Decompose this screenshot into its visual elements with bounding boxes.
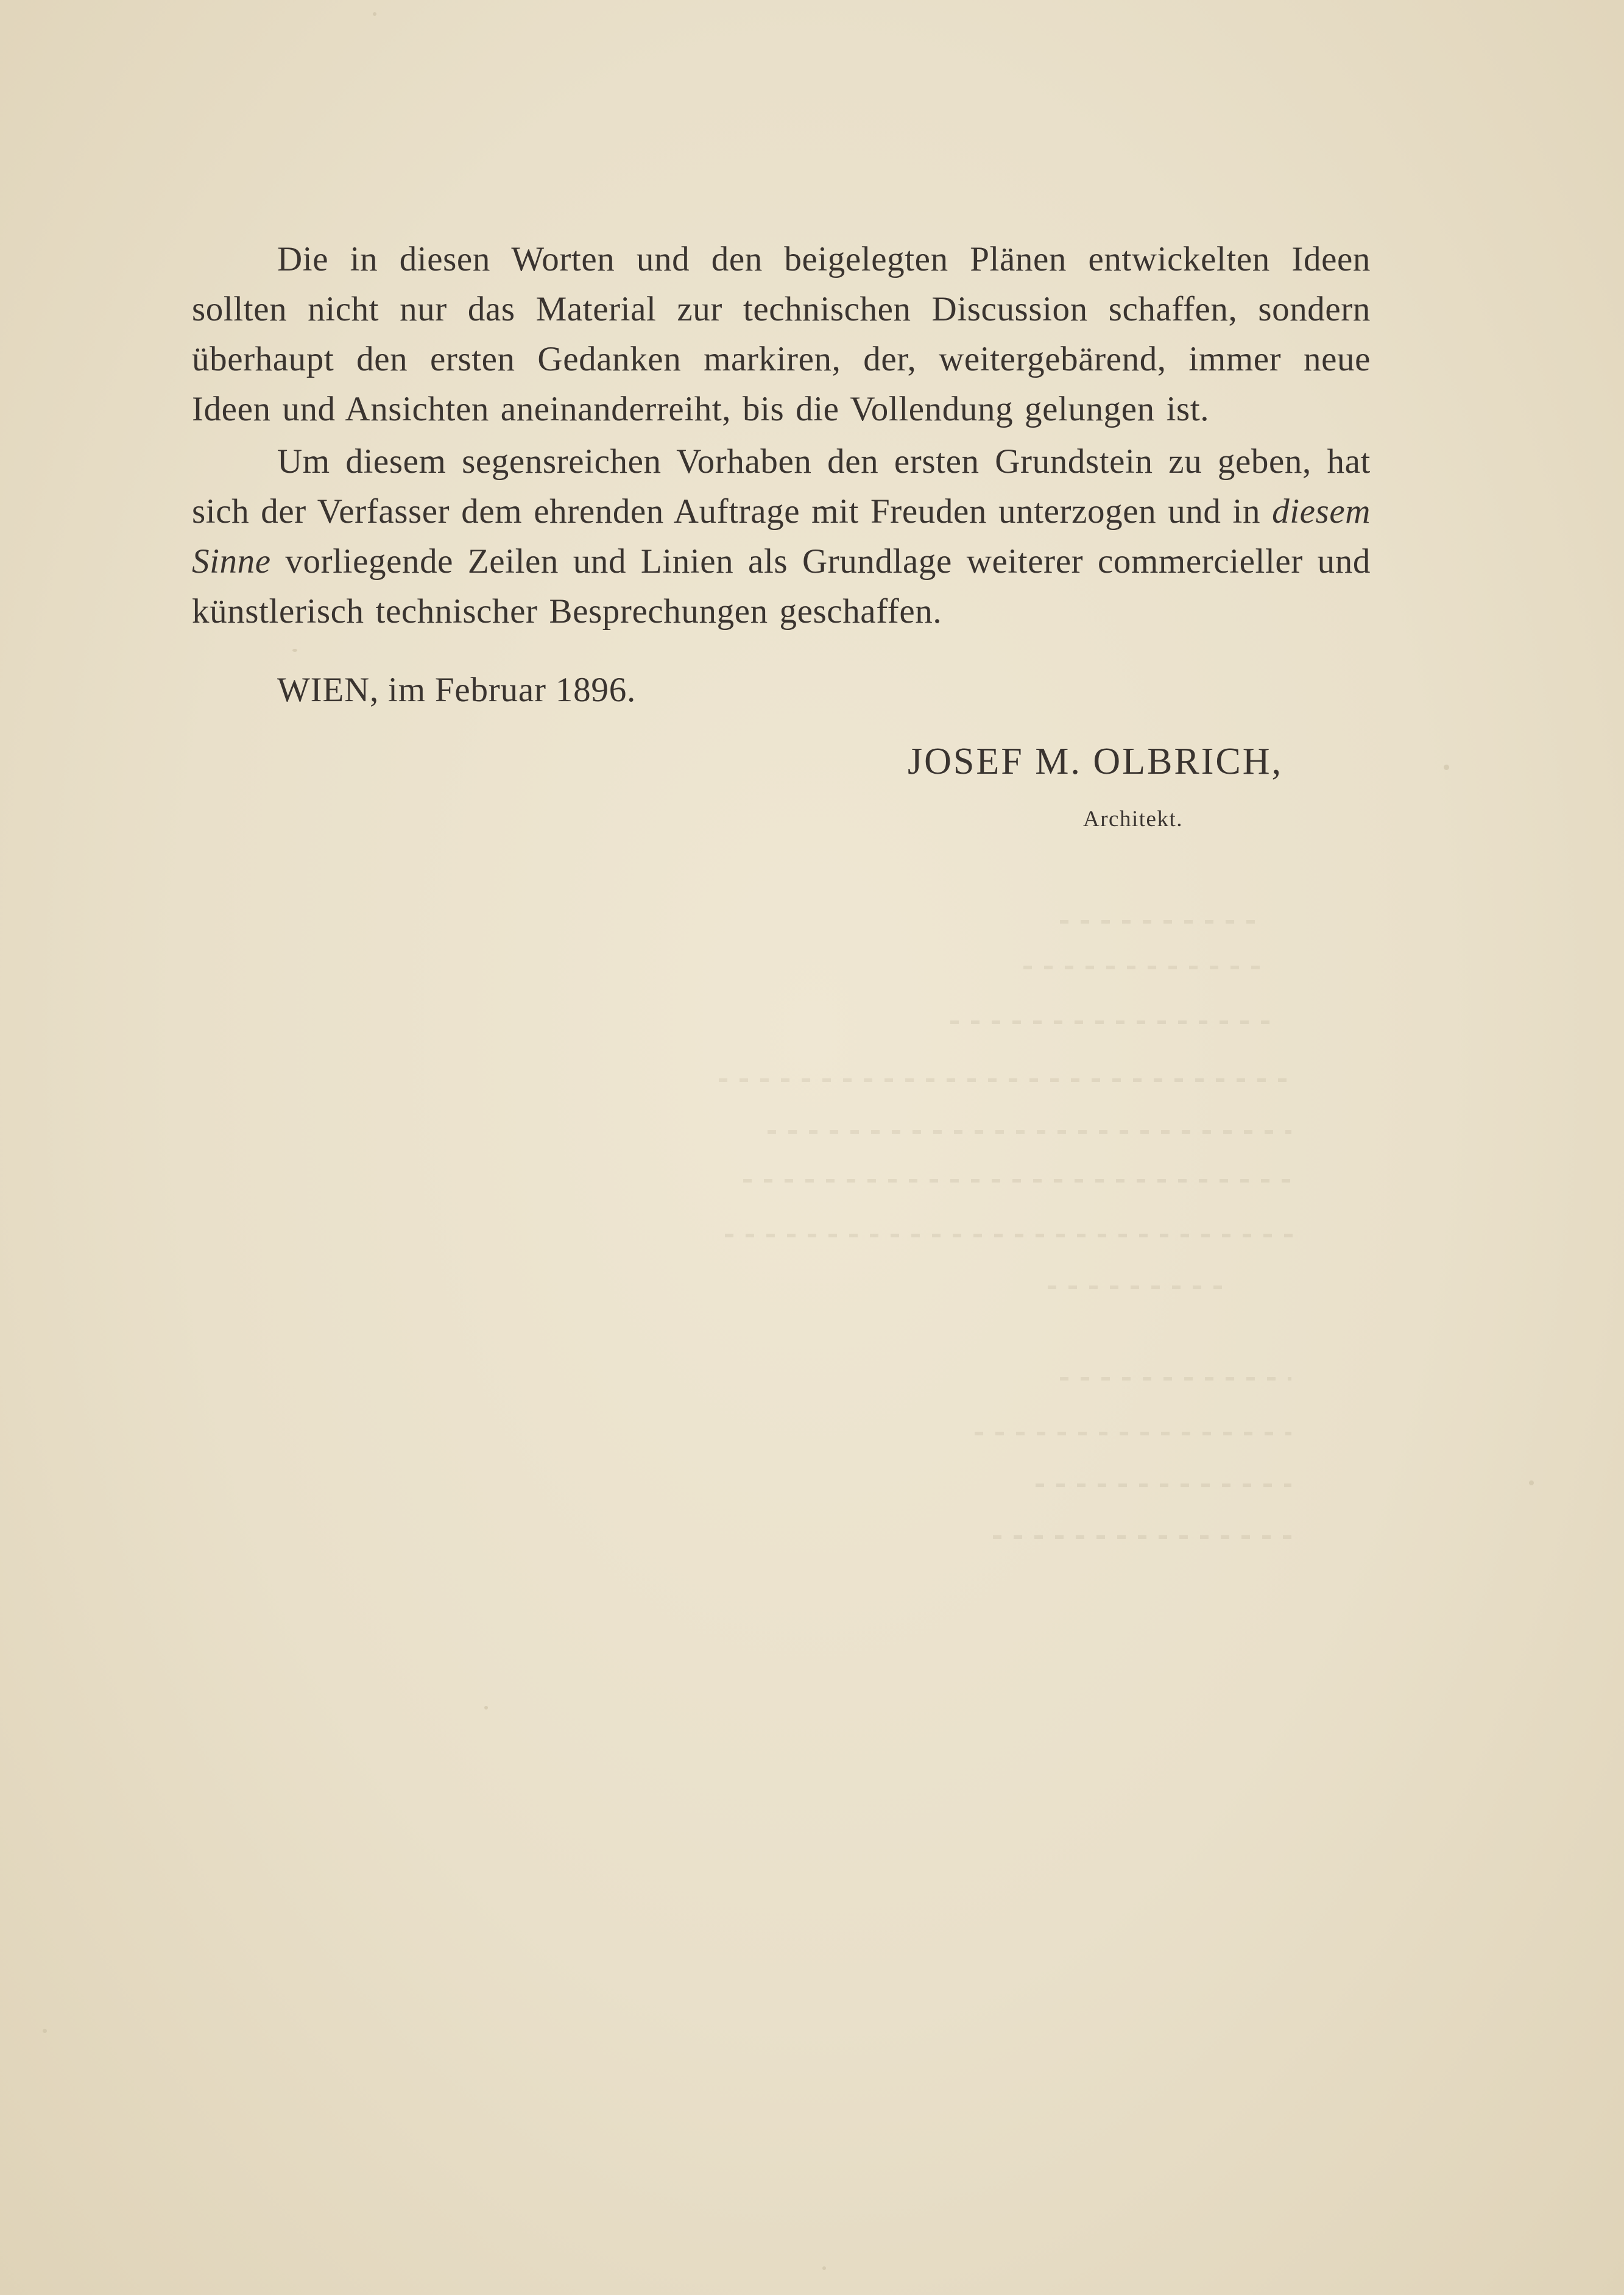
- paper-speck: [292, 649, 297, 652]
- paragraph-2: [192, 437, 1371, 637]
- body-text: [192, 235, 1371, 637]
- place-date: WIEN, im Februar 1896.: [277, 671, 637, 709]
- paper-speck: [43, 2029, 47, 2033]
- paragraph-2-text-a: Um diesem segensreichen Vorhaben den ersten Grundstein zu geben, hat sich der Verfasser dem ehrenden Auftrage mit Freuden unterzogen und in: [192, 442, 1371, 531]
- signature-name: JOSEF M. OLBRICH,: [908, 741, 1283, 782]
- paragraph-1-text: Die in diesen Worten und den beigelegten Plänen entwickelten Ideen sollten nicht nur das Material zur technischen Discussion schaffen, sondern überhaupt den ersten Gedanken markiren, der, weitergebärend, immer neue Ideen und Ansichten aneinanderreiht, bis die Vollendung gelungen ist.: [192, 240, 1371, 428]
- paragraph-2-italic: diesem Sinne: [192, 492, 1371, 581]
- paper-speck: [822, 2266, 826, 2270]
- paper-speck: [373, 12, 376, 16]
- paper-speck: [1444, 765, 1449, 770]
- bleed-through-texture: [719, 902, 1304, 1572]
- paper-speck: [1529, 1480, 1534, 1485]
- paper-speck: [484, 1706, 488, 1710]
- paragraph-2-text-b: vorliegende Zeilen und Linien als Grundlage weiterer commercieller und künstlerisch technischer Besprechungen geschaffen.: [192, 542, 1371, 631]
- signature-role: Architekt.: [1083, 807, 1183, 832]
- paragraph-1: [192, 235, 1371, 434]
